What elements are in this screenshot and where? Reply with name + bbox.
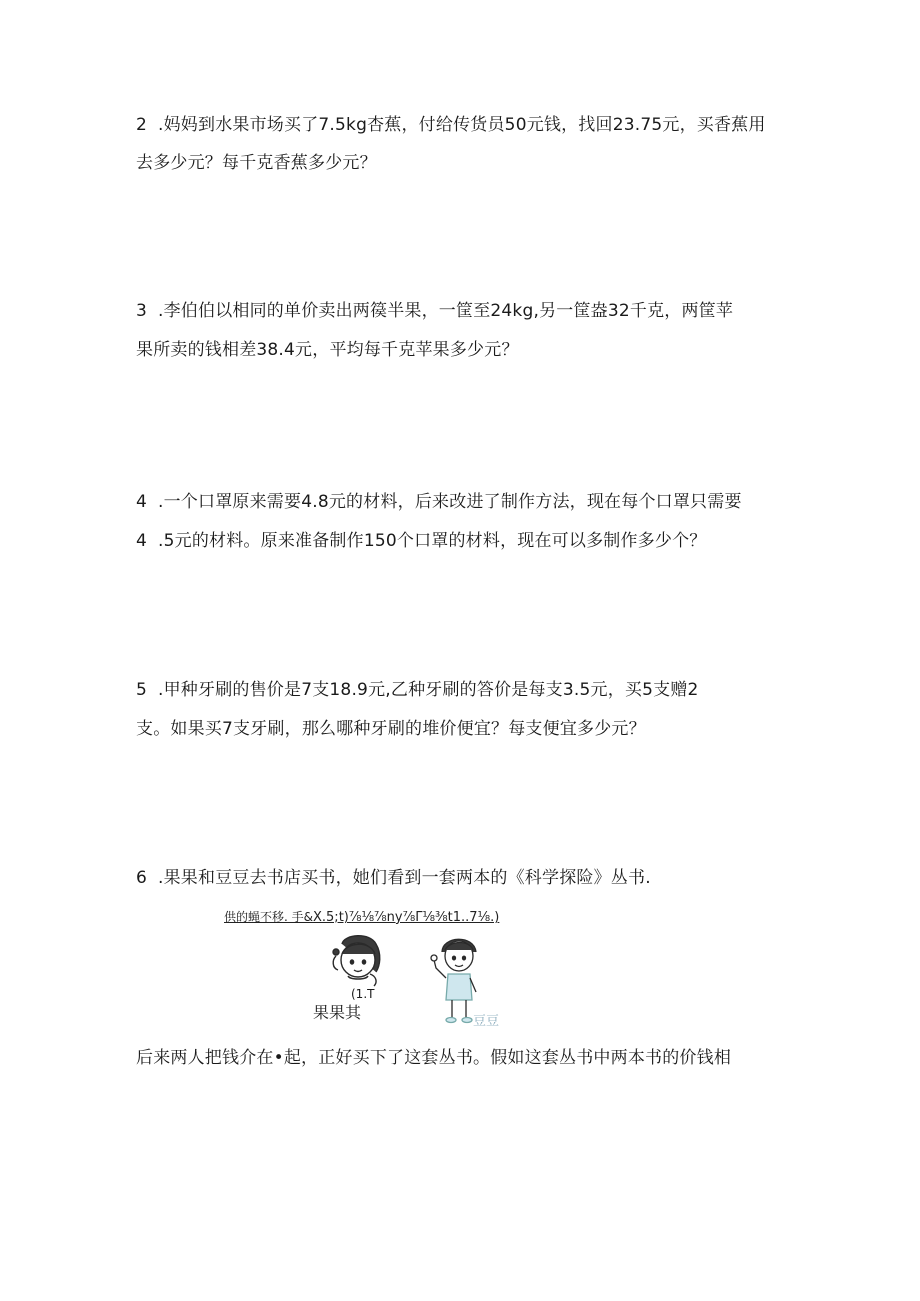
- annotation-small-text: 供的蝇不移. 手&: [224, 910, 313, 924]
- question-4-text-1: .一个口罩原来需要4.8元的材料，后来改进了制作方法，现在每个口罩只需要: [158, 492, 742, 512]
- question-3-number: 3: [136, 301, 148, 321]
- question-6-line-2: 后来两人把钱介在•起，正好买下了这套丛书。假如这套丛书中两本书的价钱相: [136, 1048, 732, 1068]
- question-6-text-1: .果果和豆豆去书店买书，她们看到一套两本的《科学探险》丛书.: [158, 868, 651, 888]
- question-3-text-1: .李伯伯以相同的单价卖出两篌半果，一筐至24kg,另一筐盎32千克，两筐苹: [158, 301, 734, 321]
- question-5-line-2: 支。如果买7支牙刷，那么哪种牙刷的堆价便宜？每支便宜多少元？: [136, 719, 646, 739]
- question-2-line-1: [136, 114, 766, 136]
- question-5-line-1: [136, 679, 699, 701]
- question-2-line-2: 去多少元？每千克香蕉多少元？: [136, 153, 377, 173]
- guoguo-girl-illustration: [326, 930, 390, 992]
- question-2-number: 2: [136, 115, 148, 135]
- question-4-text-2: .5元的材料。原来准备制作150个口罩的材料，现在可以多制作多少个？: [158, 531, 707, 551]
- annotation-rest-text: X.5;t)⅞⅛⅞ny⅞Γ⅛⅜t1..7⅛.): [313, 910, 500, 925]
- question-4-line-2-number: 4: [136, 531, 148, 551]
- guoguo-speech-text: (1.T: [351, 987, 375, 1001]
- doudou-name-label: 豆豆: [473, 1014, 500, 1029]
- question-3-line-2: 果所卖的钱相差38.4元，平均每千克苹果多少元？: [136, 340, 519, 360]
- question-5-text-1: .甲种牙刷的售价是7支18.9元,乙种牙刷的答价是每支3.5元，买5支赠2: [158, 680, 699, 700]
- guoguo-name-label: 果果其: [313, 1003, 362, 1022]
- question-4-line-2: [136, 530, 706, 552]
- question-6-number: 6: [136, 868, 148, 888]
- question-5-number: 5: [136, 680, 148, 700]
- book-price-annotation: [224, 909, 499, 926]
- question-3-line-1: [136, 300, 733, 322]
- question-6-line-1: [136, 867, 651, 889]
- question-2-text-1: .妈妈到水果市场买了7.5kg杏蕉，付给传货员50元钱，找回23.75元，买香蕉用: [158, 115, 766, 135]
- question-4-number: 4: [136, 492, 148, 512]
- question-4-line-1: [136, 491, 742, 513]
